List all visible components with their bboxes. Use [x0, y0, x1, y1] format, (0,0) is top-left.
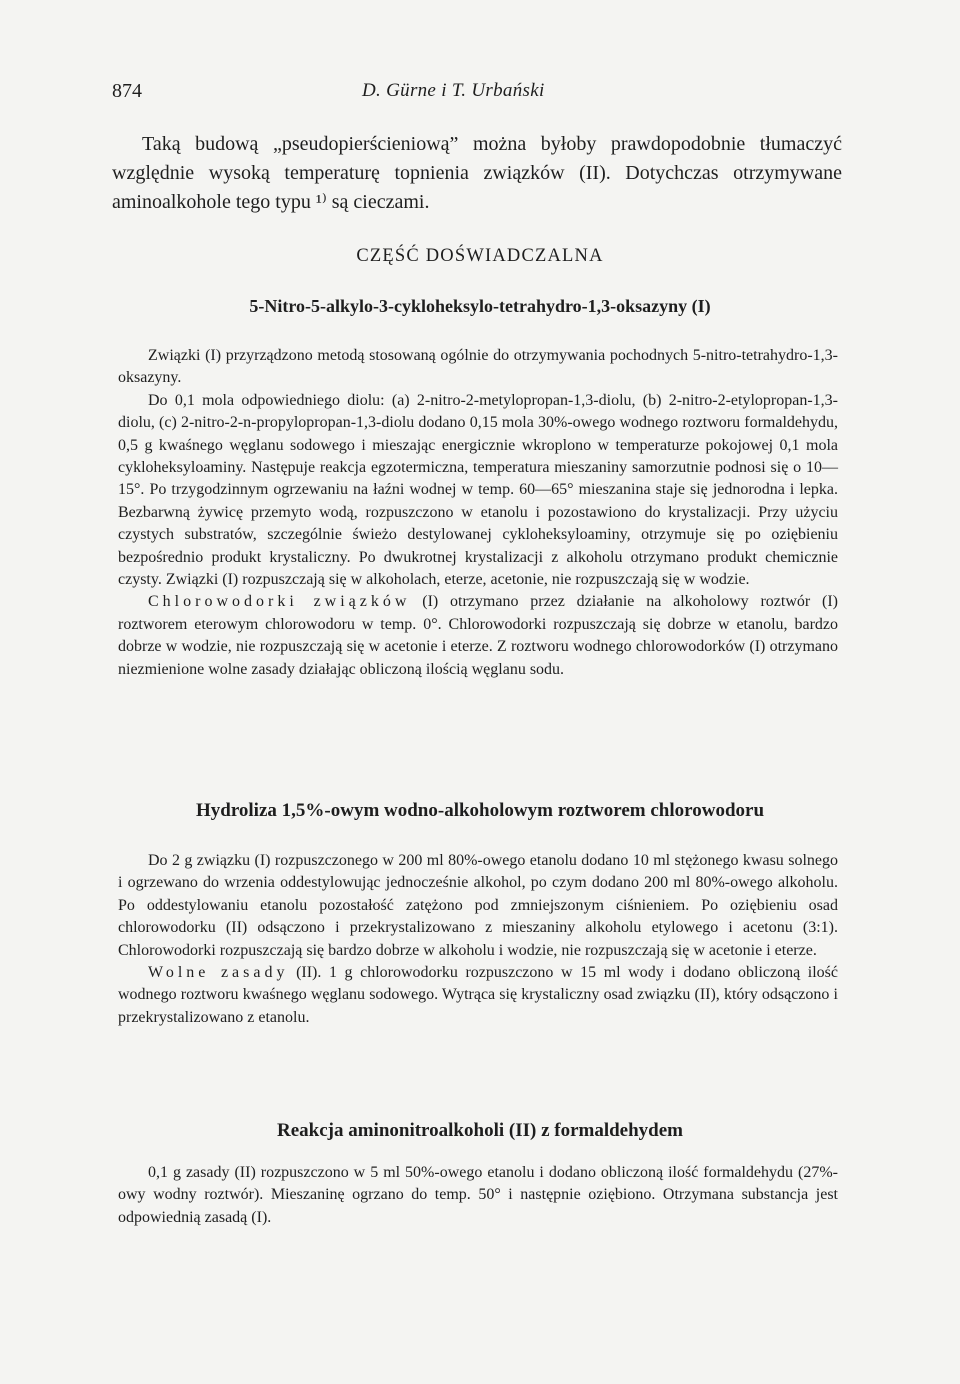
section-title: CZĘŚĆ DOŚWIADCZALNA — [356, 246, 604, 266]
spaced-lead: Chlorowodorki związków — [148, 593, 411, 611]
page-number: 874 — [112, 80, 142, 102]
page-header — [112, 80, 848, 110]
section-hydroliza-body — [118, 850, 838, 1029]
paragraph-rest: (II). 1 g chlorowodorku rozpuszczono w 15 ml wody i dodano obliczoną ilość wodnego roztworu kwaśnego węglanu sodowego. Wytrąca się krystaliczny osad związku (II), który odsączono i przekrystalizowano z etanolu. — [118, 964, 838, 1026]
section-oksazyny-body — [118, 345, 838, 681]
intro-paragraph-block — [112, 130, 842, 217]
paragraph: Do 0,1 mola odpowiedniego diolu: (a) 2-nitro-2-metylopropan-1,3-diolu, (b) 2-nitro-2-etylopropan-1,3-diolu, (c) 2-nitro-2-n-propylopropan-1,3-diolu dodano 0,15 mola 30%-owego wodnego roztworu formaldehydu, 0,5 g kwaśnego węglanu sodowego i mieszając energicznie wkroplono w temperaturze pokojowej 0,1 mola cykloheksyloaminy. Następuje reakcja egzotermiczna, temperatura mieszaniny samorzutnie podnosi się o 10—15°. Po trzygodzinnym ogrzewaniu na łaźni wodnej w temp. 60—65° mieszanina staje się jednorodna i lepka. Bezbarwną żywicę przemyto wodą, rozpuszczono w etanolu i pozostawiono do krystalizacji. Przy użyciu czystych substratów, szczególnie świeżo destylowanej cykloheksyloaminy, otrzymuje się po oziębieniu bezpośrednio produkt krystaliczny. Po dwukrotnej krystalizacji z alkoholu otrzymano produkt chemicznie czysty. Związki (I) rozpuszczają się w alkoholach, eterze, acetonie, nie rozpuszczają się w wodzie. — [118, 391, 838, 589]
spaced-lead: Wolne zasady — [148, 964, 289, 982]
heading-oksazyny: 5-Nitro-5-alkylo-3-cykloheksylo-tetrahydro-1,3-oksazyny (I) — [249, 296, 711, 316]
section-reakcja-body — [118, 1162, 838, 1229]
paragraph: Związki (I) przyrządzono metodą stosowaną ogólnie do otrzymywania pochodnych 5-nitro-tetrahydro-1,3-oksazyny. — [118, 347, 838, 387]
paragraph — [118, 962, 838, 1029]
heading-hydroliza: Hydroliza 1,5%-owym wodno-alkoholowym roztworem chlorowodoru — [195, 800, 765, 821]
heading-reakcja: Reakcja aminonitroalkoholi (II) z formaldehydem — [276, 1120, 684, 1141]
running-head: D. Gürne i T. Urbański — [362, 80, 545, 101]
paragraph: 0,1 g zasady (II) rozpuszczono w 5 ml 50%-owego etanolu i dodano obliczoną ilość formaldehydu (27%-owy wodny roztwór). Mieszaninę ogrzano do temp. 50° i następnie oziębiono. Otrzymana substancja jest odpowiednią zasadą (I). — [118, 1164, 838, 1226]
paragraph — [118, 591, 838, 681]
paragraph-rest: (I) otrzymano przez działanie na alkoholowy roztwór (I) roztworem eterowym chlorowodoru w temp. 0°. Chlorowodorki rozpuszczają się dobrze w etanolu, bardzo dobrze w wodzie, nie rozpuszczają się w acetonie i eterze. Z roztworu wodnego chlorowodorków (I) otrzymano niezmienione wolne zasady działając obliczoną ilością węglanu sodu. — [118, 593, 838, 678]
paragraph: Do 2 g związku (I) rozpuszczonego w 200 ml 80%-owego etanolu dodano 10 ml stężonego kwasu solnego i ogrzewano do wrzenia oddestylowując jednocześnie alkohol, po czym dodano 200 ml 80%-owego alkoholu. Po oddestylowaniu etanolu pozostałość zatężono pod zmniejszonym ciśnieniem. Po oziębieniu osad chlorowodorku (II) odsączono i przekrystalizowano z mieszaniny alkoholu etylowego i acetonu (3:1). Chlorowodorki rozpuszczają się bardzo dobrze w alkoholu i wodzie, nie rozpuszczają się w acetonie i eterze. — [118, 852, 838, 959]
intro-paragraph: Taką budową „pseudopierścieniową” można byłoby prawdopodobnie tłumaczyć względnie wysoką temperaturę topnienia związków (II). Dotychczas otrzymywane aminoalkohole tego typu ¹⁾ są cieczami. — [112, 133, 842, 213]
